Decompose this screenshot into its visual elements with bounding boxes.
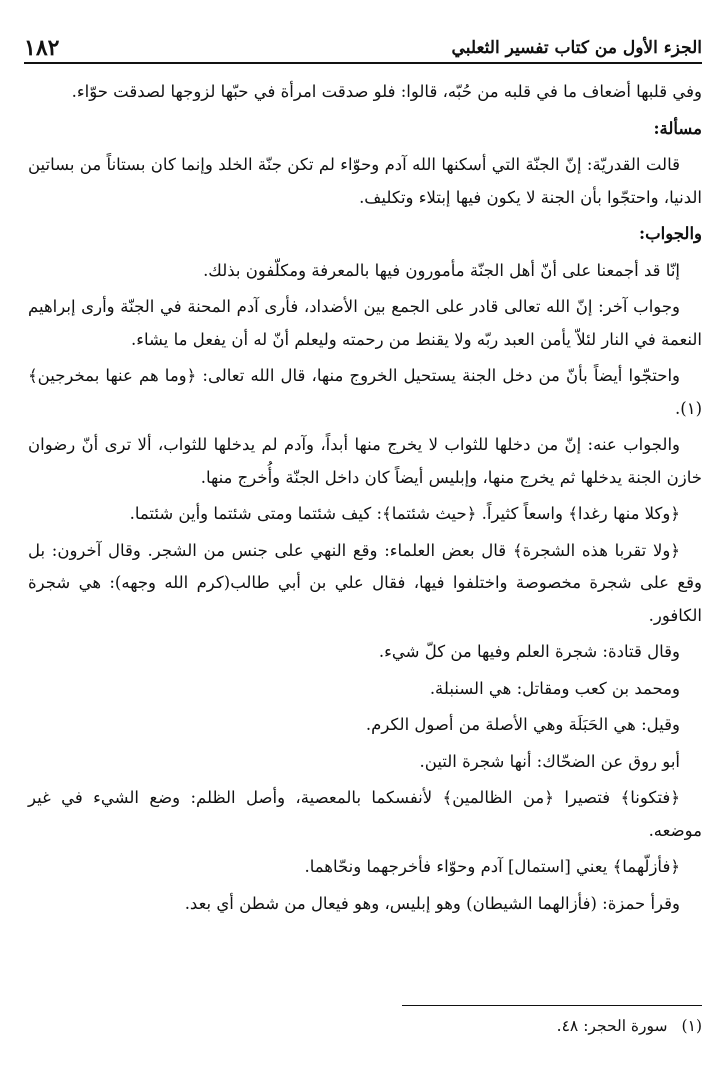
footnote-text: سورة الحجر: ٤٨. <box>556 1017 668 1035</box>
footnote-number: (١) <box>681 1017 702 1035</box>
body-paragraph: وفي قلبها أضعاف ما في قلبه من حُبّه، قالوا: فلو صدقت امرأة في حبّها لزوجها لصدقت حوّاء. <box>71 82 702 101</box>
page-body <box>28 76 702 924</box>
body-paragraph: وقرأ حمزة: (فأزالهما الشيطان) وهو إبليس، وهو فيعال من شطن أي بعد. <box>184 893 680 913</box>
body-paragraph: وجواب آخر: إنّ الله تعالى قادر على الجمع بين الأضداد، فأرى آدم المحنة في الجنّة وأرى إبراهيم النعمة في النار لئلاّ يأمن العبد ربّه ولا يقنط من رحمته وليعلم أنّ له أن يفعل ما يشاء. <box>28 297 702 349</box>
running-title: الجزء الأول من كتاب تفسير الثعلبي <box>451 38 702 58</box>
section-heading: مسألة: <box>653 118 702 138</box>
body-paragraph: قالت القدريّة: إنّ الجنّة التي أسكنها الله آدم وحوّاء لم تكن جنّة الخلد وإنما كان بستاناً من بساتين الدنيا، واحتجّوا بأن الجنة لا يكون فيها إبتلاء وتكليف. <box>28 155 702 207</box>
footnote <box>28 1012 702 1040</box>
footnote-divider <box>402 1005 702 1006</box>
body-paragraph: ومحمد بن كعب ومقاتل: هي السنبلة. <box>429 678 680 698</box>
body-paragraph: واحتجّوا أيضاً بأنّ من دخل الجنة يستحيل الخروج منها، قال الله تعالى: ﴿وما هم عنها بمخرجين﴾(١). <box>28 366 702 418</box>
body-paragraph: أبو روق عن الضحّاك: أنها شجرة التين. <box>419 751 680 771</box>
body-paragraph: والجواب عنه: إنّ من دخلها للثواب لا يخرج منها أبداً، وآدم لم يدخلها للثواب، ألا ترى أنّ رضوان خازن الجنة يدخلها ثم يخرج منها، وإبليس أيضاً كان داخل الجنّة وأُخرج منها. <box>28 435 702 487</box>
body-paragraph: وقيل: هي الحَبَلَة وهي الأصلة من أصول الكرم. <box>365 715 680 734</box>
body-paragraph: ﴿فأزلّهما﴾ يعني [استمال] آدم وحوّاء فأخرجهما ونحّاهما. <box>304 857 680 876</box>
section-heading: والجواب: <box>639 224 702 243</box>
page-header <box>24 28 702 64</box>
page-number: ١٨٢ <box>24 35 60 61</box>
body-paragraph: وقال قتادة: شجرة العلم وفيها من كلّ شيء. <box>378 642 680 661</box>
body-paragraph: ﴿وكلا منها رغدا﴾ واسعاً كثيراً. ﴿حيث شئتما﴾: كيف شئتما ومتى شئتما وأين شئتما. <box>129 504 680 523</box>
body-paragraph: ﴿ولا تقربا هذه الشجرة﴾ قال بعض العلماء: وقع النهي على جنس من الشجر. وقال آخرون: بل وقع على شجرة مخصوصة واختلفوا فيها، فقال علي بن أبي طالب(كرم الله وجهه): هي شجرة الكافور. <box>28 540 702 625</box>
body-paragraph: ﴿فتكونا﴾ فتصيرا ﴿من الظالمين﴾ لأنفسكما بالمعصية، وأصل الظلم: وضع الشيء في غير موضعه. <box>28 788 702 840</box>
body-paragraph: إنّا قد أجمعنا على أنّ أهل الجنّة مأمورون فيها بالمعرفة ومكلّفون بذلك. <box>203 260 680 280</box>
